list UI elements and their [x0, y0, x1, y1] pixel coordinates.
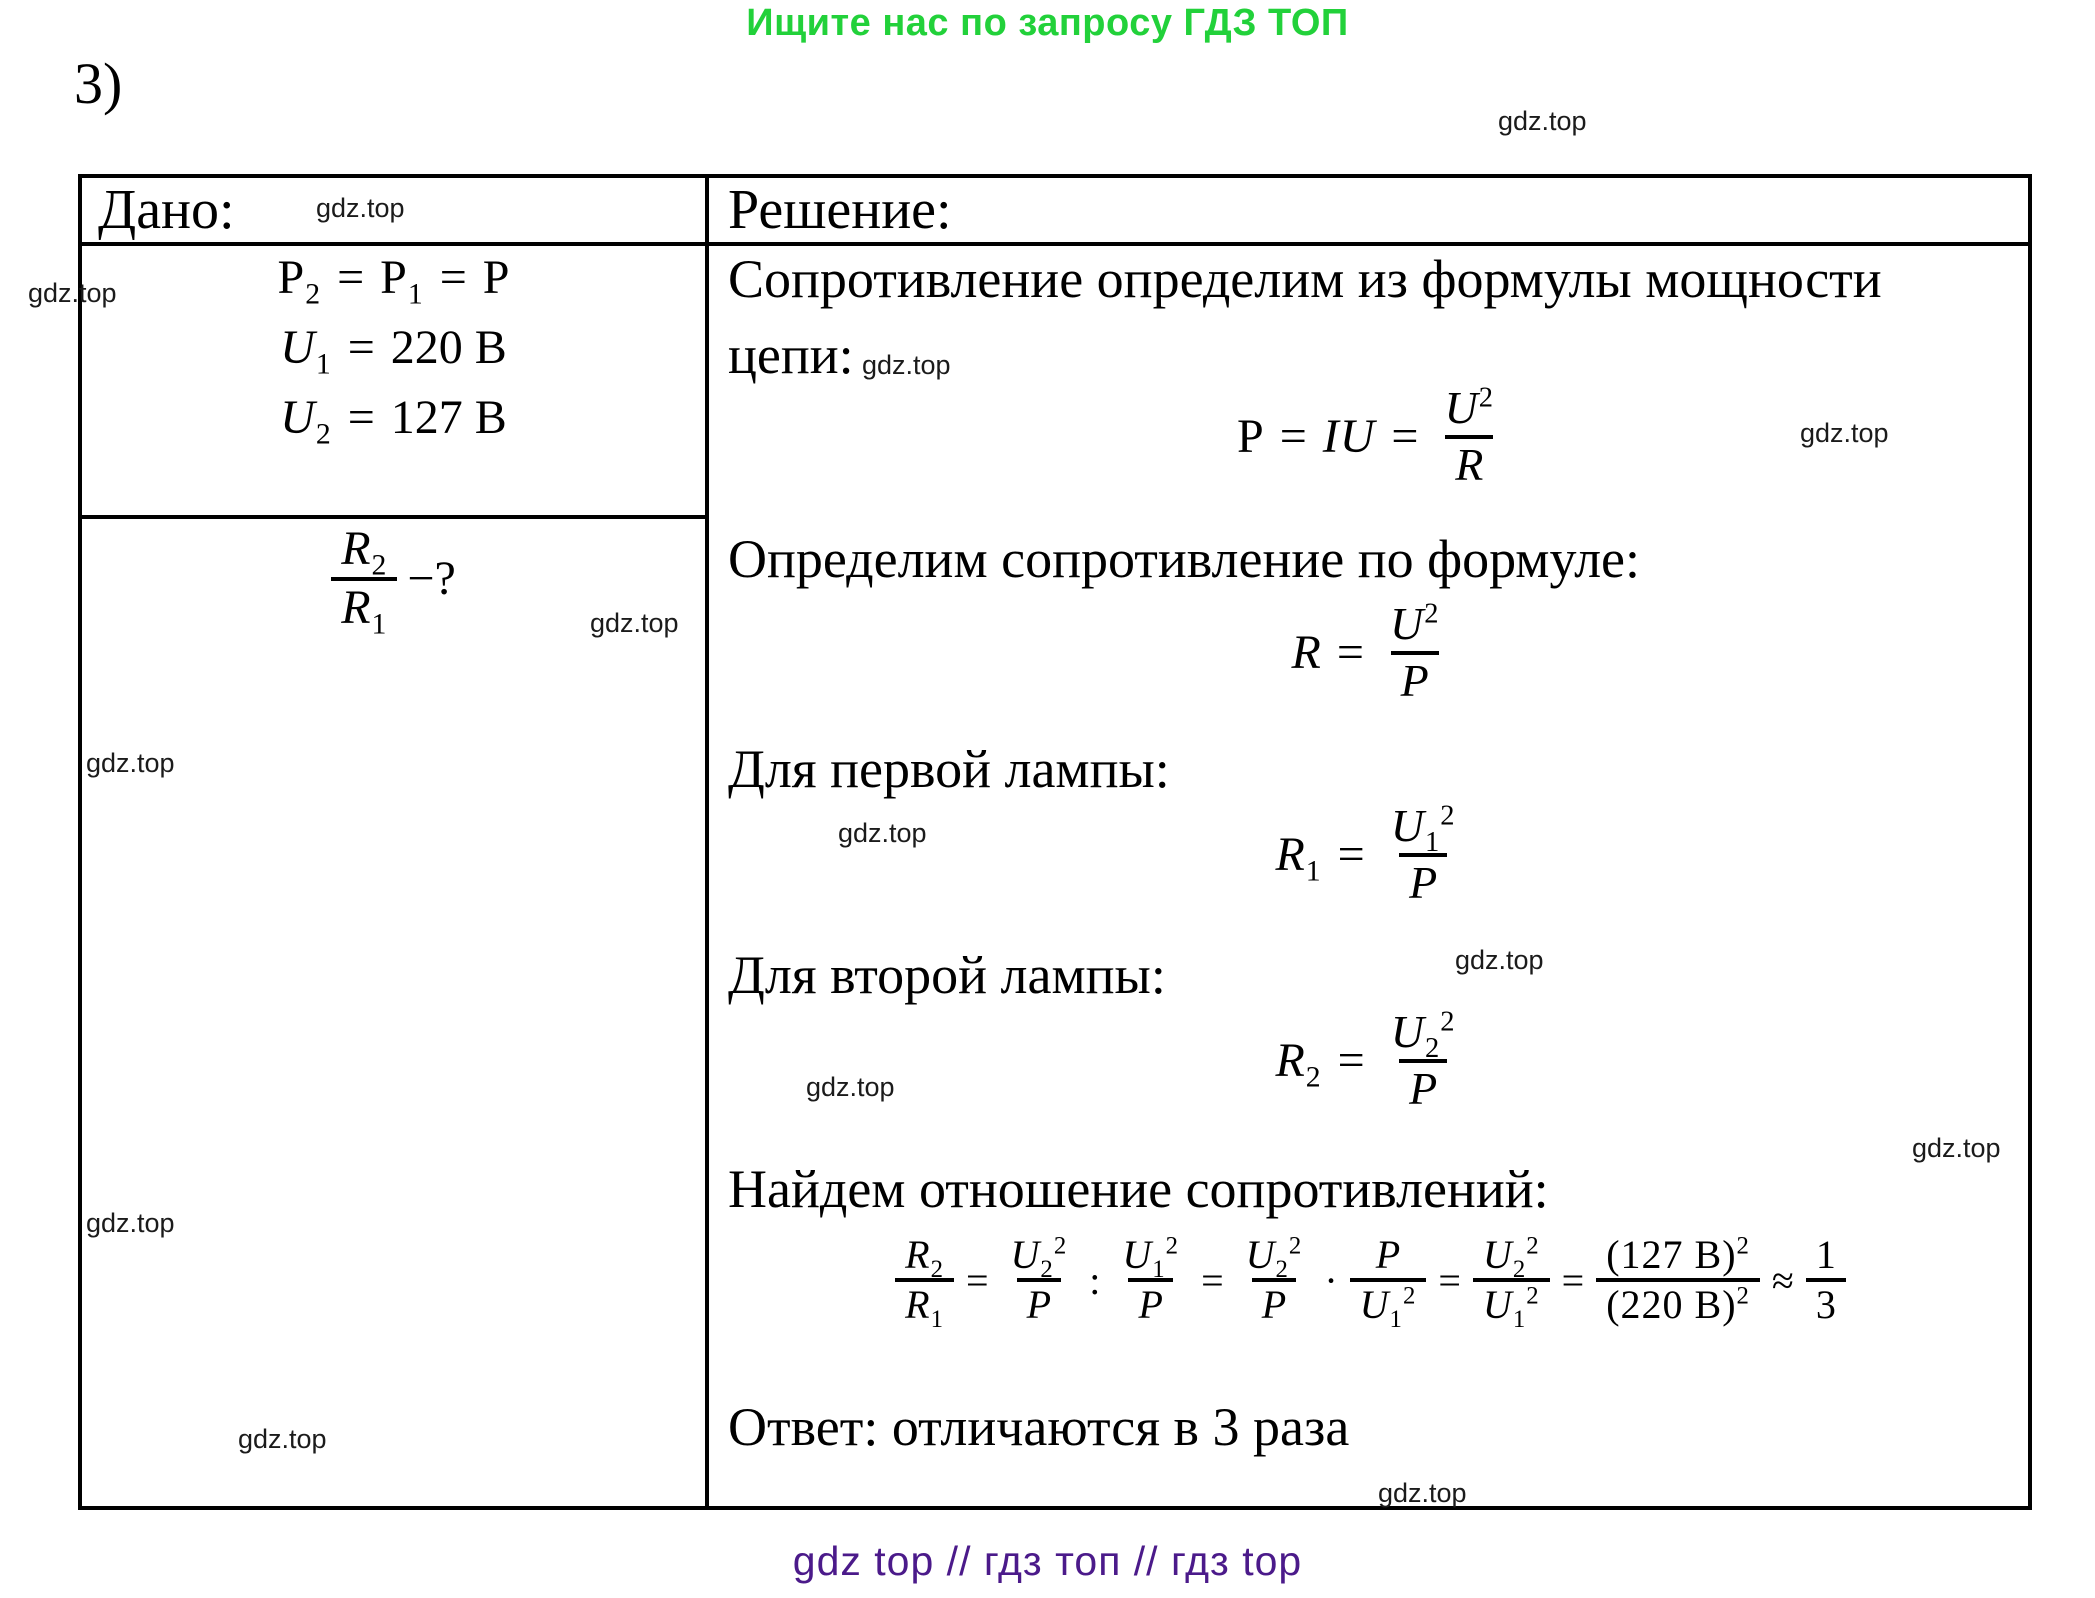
watermark: gdz.top [590, 608, 679, 638]
formula-power: P = IU = $\frac{U^2}{R}$ [1236, 382, 1494, 490]
watermark: gdz.top [862, 350, 951, 380]
formula-resistance: R = $\frac{U^2}{P}$ [1291, 598, 1440, 706]
given-equation-2: $U_1$ = 220 В [280, 321, 507, 381]
problem-number: 3) [74, 51, 123, 116]
given-find-divider [78, 515, 709, 519]
answer-line: Ответ: отличаются в 3 раза [728, 1397, 1350, 1457]
watermark: gdz.top [238, 1424, 327, 1454]
watermark: gdz.top [1378, 1478, 1467, 1508]
watermark: gdz.top [28, 278, 117, 308]
footer-site-links: gdz top // гдз топ // гдз top [792, 1538, 1303, 1584]
solution-paragraph-1-line-2: цепи: [728, 325, 854, 385]
watermark: gdz.top [86, 748, 175, 778]
solution-paragraph-4: Для второй лампы: [728, 945, 1166, 1005]
given-header: Дано: [98, 179, 235, 241]
solution-paragraph-1-line-1: Сопротивление определим из формулы мощности [728, 249, 1882, 309]
solution-paragraph-3: Для первой лампы: [728, 739, 1170, 799]
watermark: gdz.top [1455, 945, 1544, 975]
watermark: gdz.top [806, 1072, 895, 1102]
solution-header: Решение: [728, 179, 952, 241]
question-mark: −? [407, 552, 456, 606]
watermark: gdz.top [838, 818, 927, 848]
watermark: gdz.top [1498, 106, 1587, 136]
formula-lamp-1: $R_1$ = $\frac{U_1^2}{P}$ [1275, 800, 1456, 908]
watermark: gdz.top [1800, 418, 1889, 448]
watermark: gdz.top [1912, 1133, 2001, 1163]
promo-banner: Ищите нас по запросу ГДЗ ТОП [746, 2, 1349, 44]
table-header-divider [78, 242, 2032, 246]
find-ratio: $\frac{R_2}{R_1}$ −? [82, 522, 705, 636]
formula-ratio-chain: $\frac{R_2}{R_1}$ = $\frac{U_2^2}{P}$ : $\frac{U_1^2}{P}$ = $\frac{U_2^2}{P}$ · $\frac{P}{U_1^2}$ = $\frac{U_2^2}{U_1^2}$ = $\frac{(127 В)^2}{(220 В)^2}$ ≈ $\frac{1}{3}$ [709, 1232, 2032, 1329]
given-equation-1: $P_2$ = $P_1$ = P [277, 251, 510, 311]
solution-paragraph-2: Определим сопротивление по формуле: [728, 529, 1641, 589]
solution-paragraph-5: Найдем отношение сопротивлений: [728, 1159, 1549, 1219]
watermark: gdz.top [316, 193, 405, 223]
watermark: gdz.top [86, 1208, 175, 1238]
given-equation-3: $U_2$ = 127 В [280, 391, 507, 451]
formula-lamp-2: $R_2$ = $\frac{U_2^2}{P}$ [1275, 1006, 1456, 1114]
